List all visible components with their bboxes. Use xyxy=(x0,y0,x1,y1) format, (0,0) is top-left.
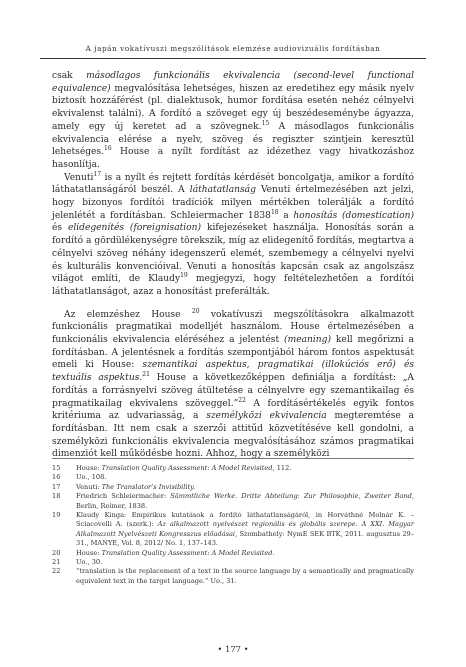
italic-text: személyközi ekvivalencia xyxy=(206,411,327,422)
text-run: Az elemzéshez House xyxy=(64,309,192,320)
footnote-reference: 19 xyxy=(180,272,188,280)
footnote-reference: 22 xyxy=(238,396,246,404)
footnote xyxy=(52,558,414,567)
text-run: Venuti értelmezésében azt jelzi, hogy bizonyos fordítói tradíciók milyen mértékben tolerálják a fordító jelenlétét a fordításban. Schleiermacher 1838 xyxy=(52,185,414,221)
italic-text: másodlagos funkcionális ekvivalencia (second-level functional equivalence) xyxy=(52,71,414,94)
text-run: “translation is the replacement of a text in the source language by a semantically and pragmatically equivalent text in the target language.” Uo., 31. xyxy=(76,567,414,585)
text-run: megjegyzi, hogy feltételezhetően a fordítói láthatatlanságot, azaz a honosítást preferálták. xyxy=(52,274,414,297)
text-run: A fordításértékelés egyik fontos kritériuma az udvariasság, a xyxy=(52,398,415,422)
text-run: Klaudy Kinga: Empirikus kutatások a fordító láthatatlanságáról, in Horváthné Molnár K. – Sciacovelli A. (szerk.): xyxy=(76,511,414,529)
running-head: A japán vokatívuszi megszólítások elemzése audiovizuális fordításban xyxy=(85,44,381,53)
footnote-text xyxy=(76,567,414,586)
footnote-number: 21 xyxy=(52,558,61,567)
text-run: 112. xyxy=(274,464,292,472)
footnote-divider xyxy=(52,458,414,459)
footnote-reference: 20 xyxy=(191,307,200,315)
text-run: kifejezéseket használja. Honosítás során a fordító a gördülékenységre törekszik, míg az elidegenítő fordítás, megtartva a célnyelvi szöveg néhány idegenszerű elemét, szembemegy a célnyelvi nyelvi és kulturális konvencióival. Venuti a honosítás kapcsán csak az angolszász világot említi, de Klaudy xyxy=(52,223,414,285)
text-run: Venuti xyxy=(64,172,94,183)
italic-text: elidegenítés (foreignisation) xyxy=(67,223,202,234)
text-run: House: xyxy=(76,464,102,472)
footnote-number: 20 xyxy=(52,548,61,557)
footnote-text xyxy=(76,549,414,558)
footnote xyxy=(52,473,414,482)
footnote-number: 18 xyxy=(52,492,61,501)
footnote-number: 22 xyxy=(52,567,61,576)
italic-text: The Translator’s Invisibility. xyxy=(101,482,196,491)
footnote-text xyxy=(76,511,414,549)
footnote-text xyxy=(76,464,414,473)
italic-text: (meaning) xyxy=(284,335,332,346)
paragraph xyxy=(52,172,414,299)
header-divider xyxy=(40,58,426,59)
text-run: megteremtése a fordításban. Itt nem csak a szerzői attitűd közvetítéséve kell gondolni, a személyközi funkcionális ekvivalencia megvalósításához számos pragmatikai dimenziót kell működésbe hozni. Ahhoz, hogy a személyközi xyxy=(52,411,414,460)
footnote-number: 17 xyxy=(52,482,61,491)
paragraph xyxy=(52,70,414,172)
paragraph xyxy=(52,309,414,461)
footnote-reference: 17 xyxy=(93,170,102,178)
text-run: kell megőrizni a fordításban. A jelentésnek a fordítás szempontjából három fontos aspektusát emeli ki House: xyxy=(52,335,414,371)
text-run: Uo., 30. xyxy=(76,558,103,567)
text-run: megvalósítása lehetséges, hiszen az eredetihez egy másik nyelv biztosít hozzáférést (pl. dialektusok, humor fordítása esetén nehéz célnyelvi ekvivalenst találni). A fordító a szöveget egy új beszédeseménybe ágyazza, amely egy új keretet ad a szövegnek. xyxy=(52,83,414,132)
page-number: • 177 • xyxy=(217,644,249,654)
text-run: csak xyxy=(52,71,87,81)
text-run: Friedrich Schleiermacher: xyxy=(76,492,171,501)
footnote-reference: 16 xyxy=(104,145,112,153)
italic-text: szemantikai aspektus, pragmatikai (illokúciós erő) és textuális aspektus. xyxy=(52,360,415,384)
text-run: és xyxy=(52,223,68,234)
footnote-text xyxy=(76,558,414,567)
footnote-reference: 18 xyxy=(270,208,279,216)
footnote-reference: 21 xyxy=(142,371,150,379)
text-run: Uo., 108. xyxy=(76,473,107,482)
text-run: House: xyxy=(76,548,102,557)
footnote-text xyxy=(76,492,414,511)
text-run: is a nyílt és rejtett fordítás kérdését boncolgatja, amikor a fordító láthatatlanságáról beszél. A xyxy=(52,172,414,196)
text-run: Berlin, Reimer, 1838. xyxy=(76,501,148,510)
italic-text: Sämmtliche Werke. Dritte Abteilung: Zur Philosophie, Zweiter Band, xyxy=(170,492,414,501)
footnote-text xyxy=(76,483,414,492)
footnote xyxy=(52,511,414,549)
text-run: vokatívuszi megszólításokra alkalmazott funkcionális pragmatikai modelljét használom. House értelmezésében a funkcionális ekvivalencia eléréséhez a jelentést xyxy=(52,309,414,346)
footnote-reference: 15 xyxy=(261,119,270,127)
italic-text: láthatatlanság xyxy=(189,185,256,196)
text-run: a xyxy=(278,210,294,221)
text-run: Venuti: xyxy=(76,482,102,491)
footnote-number: 15 xyxy=(52,464,61,472)
italic-text: Az alkalmazott nyelvészet regionális és globális szerepe. A XXI. Magyar Alkalmazott Nyelvészeti Kongresszus előadásai, xyxy=(76,520,414,538)
main-text xyxy=(52,70,414,461)
text-run: House a nyílt fordítást az idézethez vagy hivatkozáshoz hasonlítja. xyxy=(52,147,414,170)
footnotes xyxy=(52,464,414,586)
text-run: Szombathely: NymE SEK BTK, 2011. augusztus 29–31., MANYE, Vol. 8, 2012/ No. 1, 137–143. xyxy=(76,529,415,548)
footnote xyxy=(52,549,414,558)
footnote xyxy=(52,492,414,511)
footnote xyxy=(52,483,414,492)
footnote-number: 19 xyxy=(52,511,61,520)
footnote-text xyxy=(76,473,414,482)
italic-text: Translation Quality Assessment: A Model Revisited. xyxy=(101,548,275,557)
footnote xyxy=(52,567,414,586)
text-run: House a következőképpen definiálja a fordítást: „A fordítás a forrásnyelvi szöveg átültetése a célnyelvre egy szemantikailag és pragmatikailag ekvivalens szöveggel.” xyxy=(52,373,414,409)
italic-text: Translation Quality Assessment: A Model Revisited, xyxy=(101,464,275,472)
footnote-number: 16 xyxy=(52,473,61,482)
italic-text: honosítás (domestication) xyxy=(293,210,414,221)
text-run: A másodlagos funkcionális ekvivalencia elérése a nyelv, szöveg és regiszter szintjein keresztül lehetséges. xyxy=(52,121,414,158)
footnote xyxy=(52,464,414,473)
